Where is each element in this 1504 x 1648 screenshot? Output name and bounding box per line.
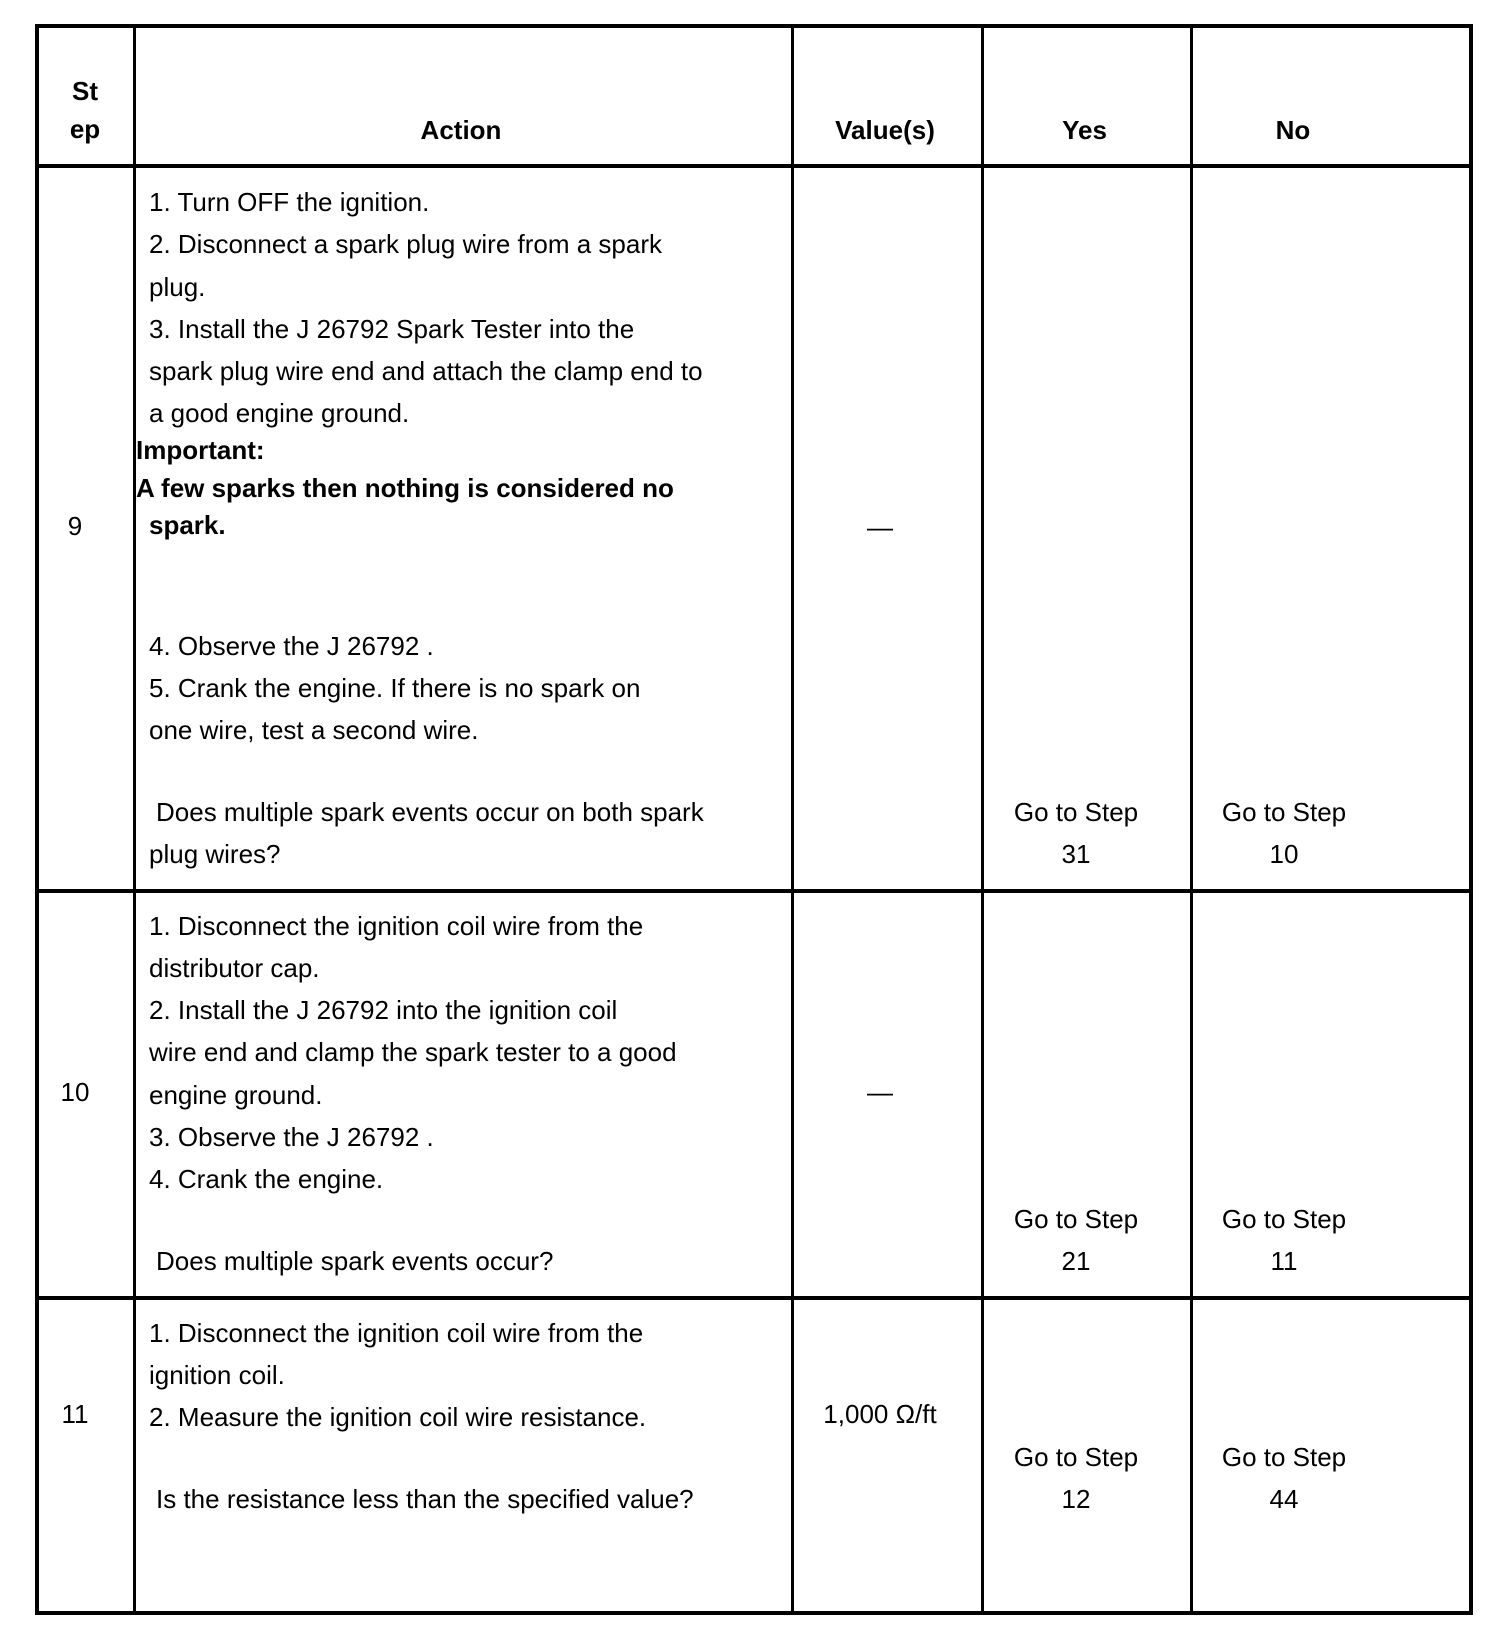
no-cell-step: 10 (1269, 839, 1299, 869)
yes-cell-step: 31 (1061, 839, 1091, 869)
action-line: ignition coil. (149, 1360, 285, 1390)
action-line: spark plug wire end and attach the clamp end to (149, 356, 703, 386)
header-action: Action (420, 115, 502, 145)
action-line: one wire, test a second wire. (149, 715, 479, 745)
action-line: wire end and clamp the spark tester to a good (149, 1037, 677, 1067)
value-cell: 1,000 Ω/ft (823, 1399, 937, 1429)
header-step-line-2: ep (69, 114, 101, 144)
action-line: 3. Observe the J 26792 . (149, 1122, 434, 1152)
action-line: 3. Install the J 26792 Spark Tester into the (149, 314, 635, 344)
yes-cell-step: 21 (1061, 1246, 1091, 1276)
value-cell: — (867, 1077, 893, 1107)
action-line: distributor cap. (149, 953, 320, 983)
yes-cell-line: Go to Step (1013, 1204, 1139, 1234)
action-line: 2. Disconnect a spark plug wire from a spark (149, 229, 662, 259)
important-label: Important: (136, 435, 265, 465)
action-line: 1. Disconnect the ignition coil wire from the (149, 911, 644, 941)
header-step-line-1: St (72, 76, 98, 106)
step-number: 11 (61, 1399, 89, 1429)
row-divider (39, 1296, 1469, 1300)
action-line: 1. Disconnect the ignition coil wire from the (149, 1318, 644, 1348)
action-line: plug. (149, 272, 206, 302)
row-divider (39, 889, 1469, 893)
important-text: A few sparks then nothing is considered no (136, 473, 674, 503)
column-divider (133, 28, 136, 1611)
yes-cell-step: 12 (1061, 1484, 1091, 1514)
header-yes: Yes (1062, 115, 1107, 145)
yes-cell-line: Go to Step (1013, 797, 1139, 827)
header-no: No (1275, 115, 1311, 145)
no-cell-step: 44 (1269, 1484, 1299, 1514)
action-line: 2. Install the J 26792 into the ignition coil (149, 995, 618, 1025)
no-cell-line: Go to Step (1221, 1442, 1347, 1472)
action-line: 4. Crank the engine. (149, 1164, 384, 1194)
no-cell-line: Go to Step (1221, 1204, 1347, 1234)
important-text: spark. (149, 510, 226, 540)
question-line: Does multiple spark events occur on both spark (156, 797, 704, 827)
value-cell: — (867, 512, 893, 542)
no-cell-line: Go to Step (1221, 797, 1347, 827)
action-line: 5. Crank the engine. If there is no spark on (149, 673, 641, 703)
question-line: Is the resistance less than the specified value? (156, 1484, 694, 1514)
header-values: Value(s) (835, 115, 935, 145)
step-number: 9 (67, 511, 83, 541)
question-line: Does multiple spark events occur? (156, 1246, 554, 1276)
step-number: 10 (60, 1077, 90, 1107)
no-cell-step: 11 (1270, 1246, 1298, 1276)
column-divider (791, 28, 794, 1611)
action-line: 4. Observe the J 26792 . (149, 631, 434, 661)
action-line: 1. Turn OFF the ignition. (149, 187, 430, 217)
action-line: engine ground. (149, 1080, 323, 1110)
header-step (40, 72, 130, 148)
yes-cell-line: Go to Step (1013, 1442, 1139, 1472)
action-line: 2. Measure the ignition coil wire resistance. (149, 1402, 647, 1432)
row-divider (39, 164, 1469, 168)
question-line: plug wires? (149, 839, 281, 869)
action-line: a good engine ground. (149, 398, 410, 428)
